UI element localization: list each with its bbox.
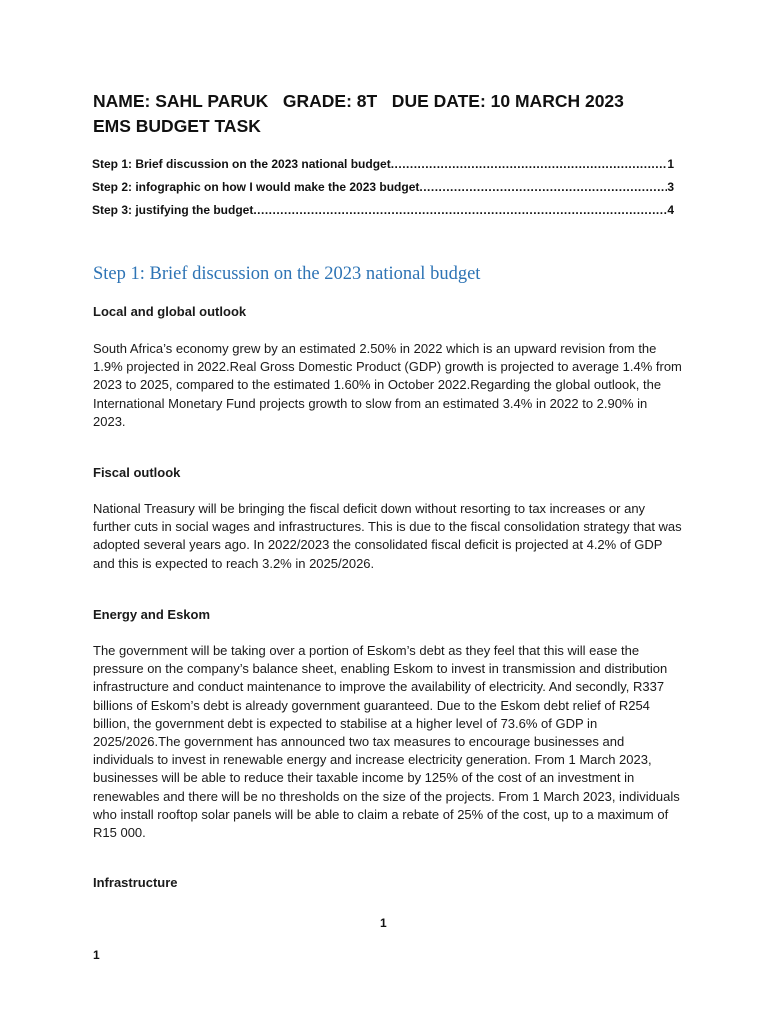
- title-line-task: EMS BUDGET TASK: [93, 116, 261, 136]
- paragraph-energy-eskom: The government will be taking over a portion of Eskom’s debt as they feel that this will ease the pressure on the company’s balance sheet, enabling Eskom to invest in transmission and distribution infrastructure and conduct maintenance to improve the availability of electricity. And secondly, R337 billions of Eskom’s debt is already government guaranteed. Due to the Eskom debt relief of R254 billion, the government debt is expected to stabilise at a higher level of 73.6% of GDP in 2025/2026.The government has announced two tax measures to encourage businesses and individuals to invest in renewable energy and increase electricity generation. From 1 March 2023, businesses will be able to reduce their taxable income by 125% of the cost of an investment in renewables and there will be no thresholds on the size of the projects. From 1 March 2023, individuals who install rooftop solar panels will be able to claim a rebate of 25% of the cost, up to a maximum of R15 000.: [93, 643, 680, 841]
- toc-entry-page: 4: [667, 203, 674, 217]
- paragraph-fiscal-outlook: National Treasury will be bringing the fiscal deficit down without resorting to tax increases or any further cuts in social wages and infrastructures. This is due to the fiscal consolidation strategy that was adopted several years ago. In 2022/2023 the consolidated fiscal deficit is projected at 4.2% of GDP and this is expected to reach 3.2% in 2025/2026.: [93, 501, 682, 571]
- document-title: [93, 89, 713, 139]
- toc-entry-step-2[interactable]: [92, 180, 674, 203]
- table-of-contents: [92, 157, 674, 226]
- subheading-local-global-outlook: Local and global outlook: [93, 304, 247, 319]
- subheading-energy-eskom: Energy and Eskom: [93, 607, 211, 622]
- toc-entry-label: Step 2: infographic on how I would make the 2023 budget: [92, 180, 420, 194]
- toc-leader-dots: [391, 157, 668, 171]
- toc-leader-dots: [419, 180, 667, 194]
- toc-entry-step-1[interactable]: [92, 157, 674, 180]
- toc-entry-page: 3: [667, 180, 674, 194]
- toc-entry-step-3[interactable]: [92, 203, 674, 226]
- subheading-fiscal-outlook: Fiscal outlook: [93, 465, 181, 480]
- section-heading-step-1: Step 1: Brief discussion on the 2023 national budget: [93, 264, 481, 284]
- title-line-name-grade-date: NAME: SAHL PARUK GRADE: 8T DUE DATE: 10 MARCH 2023: [93, 91, 624, 111]
- paragraph-local-global-outlook: South Africa’s economy grew by an estimated 2.50% in 2022 which is an upward revision from the 1.9% projected in 2022.Real Gross Domestic Product (GDP) growth is projected to average 1.4% from 2023 to 2025, compared to the estimated 1.60% in October 2022.Regarding the global outlook, the International Monetary Fund projects growth to slow from an estimated 3.4% in 2022 to 2.90% in 2023.: [93, 341, 682, 429]
- toc-entry-label: Step 3: justifying the budget: [92, 203, 254, 217]
- page-number-corner: 1: [93, 948, 100, 962]
- page-number-footer: 1: [380, 916, 387, 930]
- toc-leader-dots: [253, 203, 667, 217]
- toc-entry-label: Step 1: Brief discussion on the 2023 national budget: [92, 157, 391, 171]
- subheading-infrastructure: Infrastructure: [93, 875, 178, 890]
- toc-entry-page: 1: [667, 157, 674, 171]
